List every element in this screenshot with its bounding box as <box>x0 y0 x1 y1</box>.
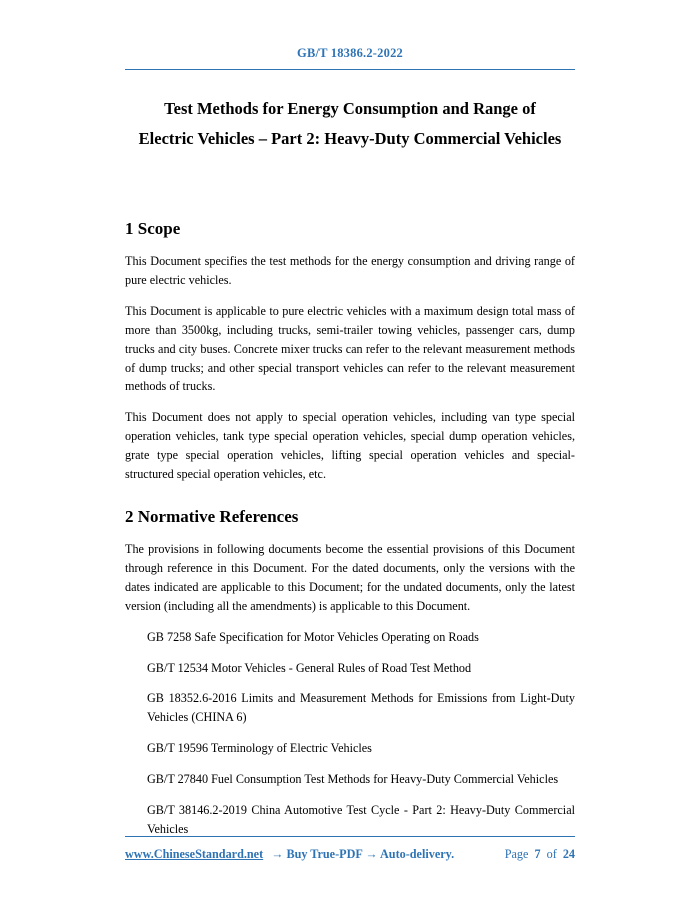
reference-item-3: GB 18352.6-2016 Limits and Measurement Methods for Emissions from Light-Duty Vehicles (CHINA 6) <box>147 691 575 725</box>
page-indicator <box>502 847 575 862</box>
page-number: 7 <box>534 847 541 861</box>
section-normative-references-heading: 2 Normative References <box>125 506 299 526</box>
normative-references-intro: The provisions in following documents become the essential provisions of this Document through reference in this Document. For the dated documents, only the versions with the dates indicated are applicable to this Document; for the undated documents, only the latest version (including all the amendments) is applicable to this Document. <box>125 541 575 613</box>
document-number: GB/T 18386.2-2022 <box>297 46 403 60</box>
footer-tagline: → Buy True-PDF → Auto-delivery. <box>271 847 455 861</box>
total-pages: 24 <box>562 847 575 861</box>
header-divider <box>125 69 575 70</box>
reference-item-6: GB/T 38146.2-2019 China Automotive Test Cycle - Part 2: Heavy-Duty Commercial Vehicles <box>147 803 575 836</box>
footer-links <box>125 847 454 862</box>
reference-item-4: GB/T 19596 Terminology of Electric Vehicles <box>147 741 372 756</box>
title-line-2: Electric Vehicles – Part 2: Heavy-Duty Commercial Vehicles <box>138 129 562 148</box>
footer-divider <box>125 836 575 837</box>
page-footer <box>125 836 575 862</box>
title-line-1: Test Methods for Energy Consumption and Range of <box>164 99 536 118</box>
scope-paragraph-3: This Document does not apply to special operation vehicles, including van type special operation vehicles, tank type special operation vehicles, special dump operation vehicles, grate type special operation vehicles, lifting special operation vehicles and special-structured special operation vehicles, etc. <box>125 410 575 482</box>
document-title <box>125 94 575 154</box>
page-label: Page <box>504 847 529 861</box>
page-header <box>0 0 700 70</box>
scope-paragraph-1: This Document specifies the test methods for the energy consumption and driving range of pure electric vehicles. <box>125 254 575 287</box>
scope-paragraph-2: This Document is applicable to pure electric vehicles with a maximum design total mass of more than 3500kg, including trucks, semi-trailer towing vehicles, passenger cars, dump trucks and city buses. Concrete mixer trucks can refer to the relevant measurement methods of dump trucks; and other special transport vehicles can refer to the relevant measurement methods of trucks. <box>125 303 575 394</box>
website-link[interactable]: www.ChineseStandard.net <box>125 847 264 861</box>
reference-item-1: GB 7258 Safe Specification for Motor Vehicles Operating on Roads <box>147 629 479 644</box>
section-scope-heading: 1 Scope <box>125 219 181 238</box>
reference-item-2: GB/T 12534 Motor Vehicles - General Rules of Road Test Method <box>147 660 472 675</box>
document-body <box>0 94 700 839</box>
footer-row <box>125 847 575 862</box>
reference-item-5: GB/T 27840 Fuel Consumption Test Methods for Heavy-Duty Commercial Vehicles <box>147 772 559 787</box>
of-label: of <box>546 847 557 861</box>
